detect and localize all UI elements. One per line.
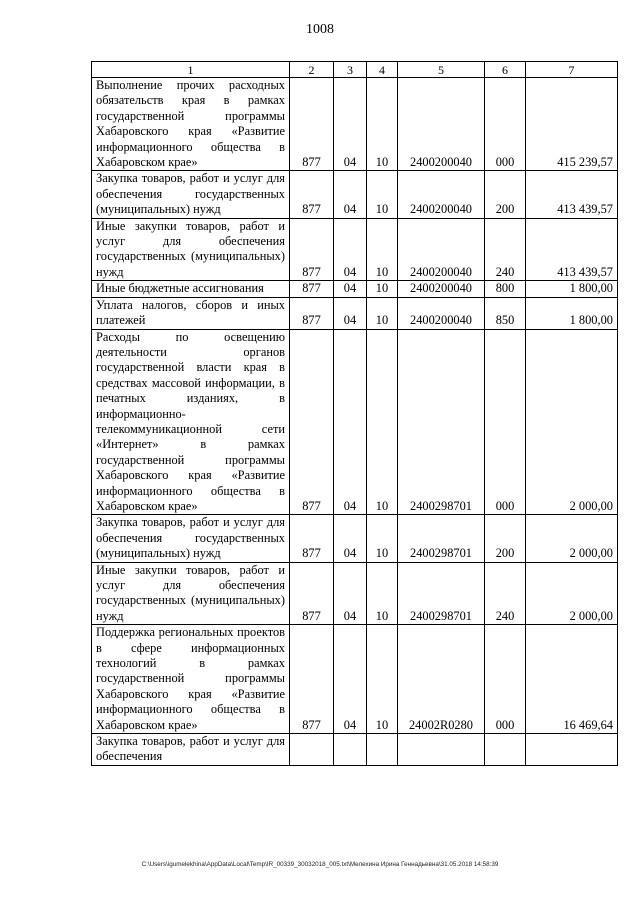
row-amount: 413 439,57: [526, 218, 618, 281]
table-row: [92, 625, 618, 734]
row-name: Закупка товаров, работ и услуг для обеспечения: [92, 734, 290, 766]
row-code-5: 2400200040: [398, 297, 485, 329]
row-code-3: 04: [334, 515, 367, 562]
row-code-3: 04: [334, 329, 367, 515]
header-cell: 2: [290, 62, 334, 78]
row-code-4: 10: [367, 625, 398, 734]
row-amount: 1 800,00: [526, 281, 618, 297]
table-row: [92, 78, 618, 171]
row-code-3: 04: [334, 281, 367, 297]
row-name: Уплата налогов, сборов и иных платежей: [92, 297, 290, 329]
row-amount: 2 000,00: [526, 515, 618, 562]
header-cell: 7: [526, 62, 618, 78]
row-name: Иные закупки товаров, работ и услуг для обеспечения государственных (муниципальных) нужд: [92, 562, 290, 625]
row-code-5: 2400200040: [398, 218, 485, 281]
table-header-row: [92, 62, 618, 78]
row-code-2: 877: [290, 281, 334, 297]
row-code-4: 10: [367, 297, 398, 329]
row-code-2: 877: [290, 78, 334, 171]
row-amount: [526, 734, 618, 766]
row-name: Закупка товаров, работ и услуг для обеспечения государственных (муниципальных) нужд: [92, 171, 290, 218]
row-code-5: 2400200040: [398, 78, 485, 171]
row-name: Иные бюджетные ассигнования: [92, 281, 290, 297]
row-name: Выполнение прочих расходных обязательств края в рамках государственной программы Хабаровского края «Развитие информационного общества в Хабаровском крае»: [92, 78, 290, 171]
row-code-6: 000: [485, 78, 526, 171]
row-amount: 415 239,57: [526, 78, 618, 171]
row-code-3: 04: [334, 297, 367, 329]
row-code-4: 10: [367, 78, 398, 171]
row-code-6: 850: [485, 297, 526, 329]
row-code-4: [367, 734, 398, 766]
row-code-4: 10: [367, 562, 398, 625]
row-code-5: 2400298701: [398, 562, 485, 625]
row-code-6: [485, 734, 526, 766]
row-code-4: 10: [367, 281, 398, 297]
row-code-2: 877: [290, 171, 334, 218]
header-cell: 6: [485, 62, 526, 78]
row-code-2: 877: [290, 329, 334, 515]
file-path-footer: C:\Users\igumelekhina\AppData\Local\Temp\IR_00339_30032018_005.txt\Мелехина Ирина Геннадьевна\31.05.2018 14:58:39: [141, 861, 499, 868]
row-code-3: 04: [334, 625, 367, 734]
header-cell: 1: [92, 62, 290, 78]
row-code-6: 240: [485, 218, 526, 281]
row-code-2: 877: [290, 515, 334, 562]
row-code-4: 10: [367, 218, 398, 281]
row-code-6: 240: [485, 562, 526, 625]
table-row: [92, 515, 618, 562]
row-code-6: 200: [485, 515, 526, 562]
row-code-2: 877: [290, 625, 334, 734]
row-code-4: 10: [367, 171, 398, 218]
row-name: Иные закупки товаров, работ и услуг для обеспечения государственных (муниципальных) нужд: [92, 218, 290, 281]
row-code-3: [334, 734, 367, 766]
row-amount: 2 000,00: [526, 329, 618, 515]
row-code-3: 04: [334, 218, 367, 281]
header-cell: 5: [398, 62, 485, 78]
row-name: Расходы по освещению деятельности органов государственной власти края в средствах массовой информации, в печатных изданиях, в информационно-телекоммуникационной сети «Интернет» в рамках государственной программы Хабаровского края «Развитие информационного общества в Хабаровском крае»: [92, 329, 290, 515]
row-code-6: 200: [485, 171, 526, 218]
table-row: [92, 329, 618, 515]
row-code-5: 2400200040: [398, 281, 485, 297]
table-row: [92, 281, 618, 297]
row-code-4: 10: [367, 515, 398, 562]
row-code-2: 877: [290, 562, 334, 625]
row-name: Поддержка региональных проектов в сфере информационных технологий в рамках государственной программы Хабаровского края «Развитие информационного общества в Хабаровском крае»: [92, 625, 290, 734]
row-code-3: 04: [334, 562, 367, 625]
row-code-5: 2400200040: [398, 171, 485, 218]
row-code-3: 04: [334, 78, 367, 171]
budget-table: [91, 61, 618, 766]
row-code-2: [290, 734, 334, 766]
header-cell: 3: [334, 62, 367, 78]
row-code-5: 2400298701: [398, 329, 485, 515]
row-code-6: 000: [485, 625, 526, 734]
row-code-4: 10: [367, 329, 398, 515]
row-code-6: 000: [485, 329, 526, 515]
row-amount: 16 469,64: [526, 625, 618, 734]
row-amount: 1 800,00: [526, 297, 618, 329]
row-code-5: 2400298701: [398, 515, 485, 562]
row-code-5: [398, 734, 485, 766]
row-code-2: 877: [290, 218, 334, 281]
header-cell: 4: [367, 62, 398, 78]
row-code-2: 877: [290, 297, 334, 329]
row-code-5: 24002R0280: [398, 625, 485, 734]
table-row: [92, 562, 618, 625]
row-name: Закупка товаров, работ и услуг для обеспечения государственных (муниципальных) нужд: [92, 515, 290, 562]
table-row: [92, 734, 618, 766]
page-number: 1008: [306, 22, 334, 37]
row-amount: 2 000,00: [526, 562, 618, 625]
table-row: [92, 171, 618, 218]
row-amount: 413 439,57: [526, 171, 618, 218]
table-row: [92, 218, 618, 281]
row-code-3: 04: [334, 171, 367, 218]
row-code-6: 800: [485, 281, 526, 297]
table-row: [92, 297, 618, 329]
